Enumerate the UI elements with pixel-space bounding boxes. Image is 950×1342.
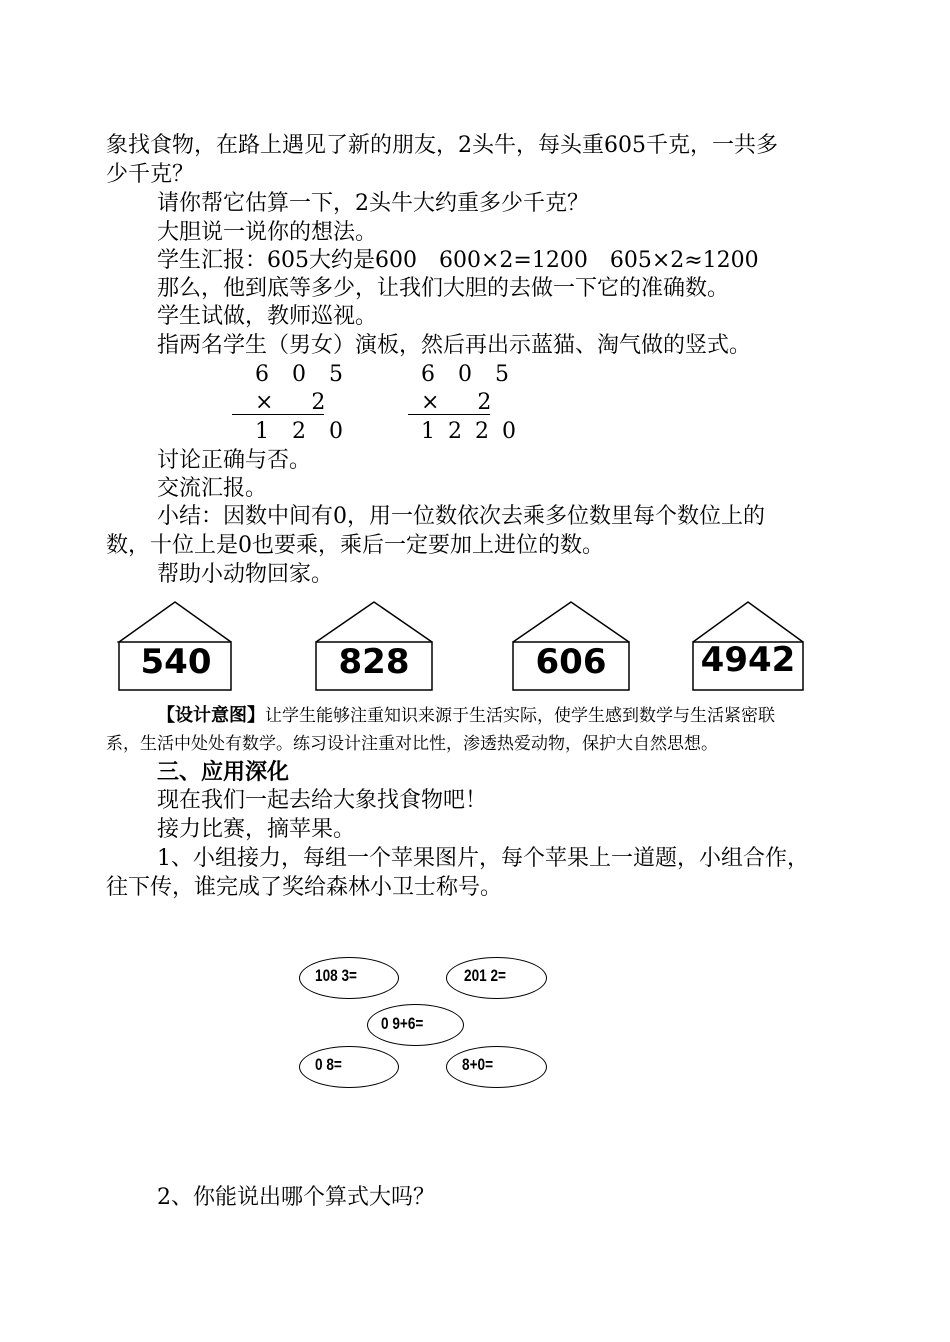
paragraph-line: 小结：因数中间有0，用一位数依次去乘多位数里每个数位上的 [157,504,765,529]
house-number: 540 [140,642,212,682]
calc-underline [408,414,490,415]
apple-problem: 0 8= [315,1055,342,1074]
design-intent-text: 让学生能够注重知识来源于生活实际，使学生感到数学与生活紧密联 [265,706,775,726]
paragraph-line: 数，十位上是0也要乘，乘后一定要加上进位的数。 [106,533,604,558]
apple-problem: 201 2= [464,966,506,985]
design-intent-line: 系，生活中处处有数学。练习设计注重对比性，渗透热爱动物，保护大自然思想。 [106,734,718,754]
paragraph-line: 交流汇报。 [157,476,268,501]
paragraph-line: 1、小组接力，每组一个苹果图片，每个苹果上一道题，小组合作， [157,846,809,871]
calc-result: 1 2 2 0 [421,419,519,444]
calc-multiplier: × 2 [421,390,500,415]
apple-oval [299,1046,399,1088]
house-figure [691,600,805,692]
paragraph-line: 那么，他到底等多少，让我们大胆的去做一下它的准确数。 [157,276,730,301]
paragraph-line: 指两名学生（男女）演板，然后再出示蓝猫、淘气做的竖式。 [157,333,752,358]
paragraph-line: 学生试做，教师巡视。 [157,304,378,329]
paragraph-line: 2、你能说出哪个算式大吗？ [157,1185,435,1210]
apple-problem: 108 3= [315,966,357,985]
paragraph-line: 帮助小动物回家。 [157,562,334,587]
house-number: 606 [535,642,607,682]
calc-multiplier: × 2 [255,390,334,415]
apple-oval [446,957,547,999]
paragraph-line: 少千克？ [106,162,195,187]
house-number: 4942 [700,640,796,680]
paragraph-line: 现在我们一起去给大象找食物吧！ [157,788,488,813]
calc-underline [232,414,324,415]
paragraph-line: 讨论正确与否。 [157,448,312,473]
paragraph-line: 象找食物，在路上遇见了新的朋友，2头牛，每头重605千克，一共多 [106,133,778,158]
apple-oval [446,1046,547,1088]
paragraph-line: 学生汇报：605大约是600 600×2=1200 605×2≈1200 [157,248,759,273]
house-number: 828 [338,642,410,682]
paragraph-line: 接力比赛，摘苹果。 [157,817,356,842]
paragraph-line: 往下传，谁完成了奖给森林小卫士称号。 [106,875,503,900]
house-figure [117,600,235,692]
section-heading: 三、应用深化 [157,759,290,785]
house-figure [314,600,434,692]
calc-multiplicand: 6 0 5 [421,362,517,387]
house-figure [511,600,631,692]
calc-multiplicand: 6 0 5 [255,362,351,387]
design-intent-line [157,702,775,730]
apple-oval [299,957,399,999]
paragraph-line: 请你帮它估算一下，2头牛大约重多少千克？ [157,191,589,216]
paragraph-line: 大胆说一说你的想法。 [157,220,378,245]
apple-problem: 8+0= [462,1055,494,1074]
apple-oval [367,1004,464,1046]
calc-result: 1 2 0 [255,419,351,444]
design-intent-label: 【设计意图】 [157,705,265,726]
apple-problem: 0 9+6= [381,1014,424,1033]
